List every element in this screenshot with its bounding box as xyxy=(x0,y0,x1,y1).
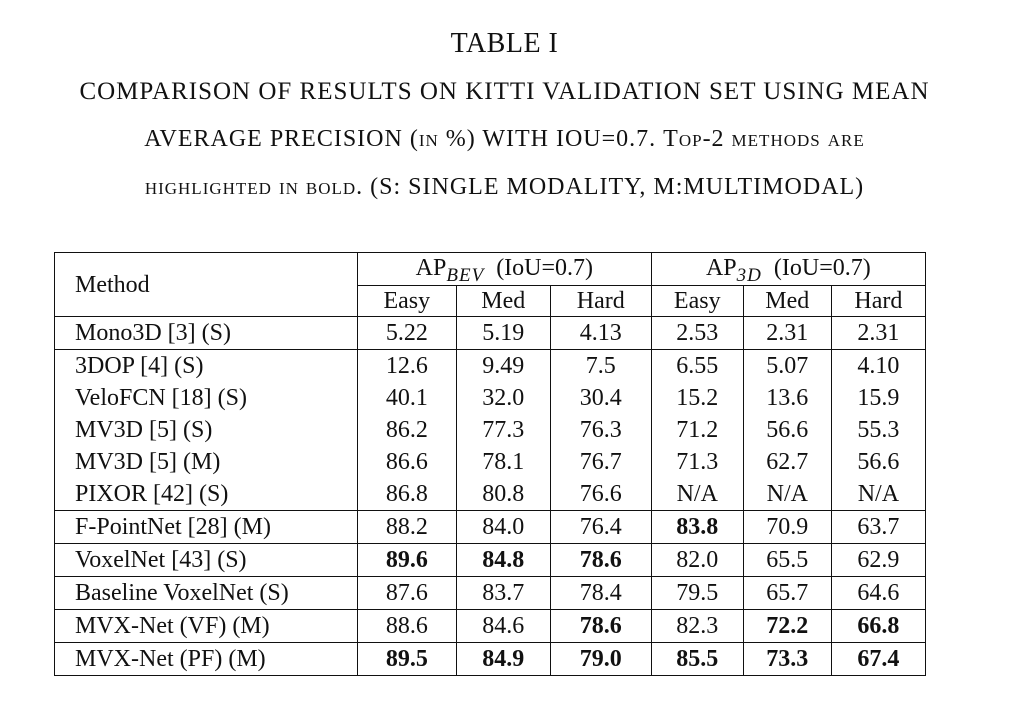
ap-bev-subscript: BEV xyxy=(446,265,485,286)
table-row xyxy=(55,643,926,676)
value-cell: 79.5 xyxy=(651,577,743,610)
col-header-3d-easy: Easy xyxy=(651,286,743,317)
ap-bev-iou: (IoU=0.7) xyxy=(496,255,594,281)
value-cell: 83.8 xyxy=(651,511,743,544)
method-cell: F-PointNet [28] (M) xyxy=(55,511,358,544)
value-cell: 12.6 xyxy=(358,350,457,383)
value-cell: N/A xyxy=(743,478,831,511)
value-cell: 32.0 xyxy=(456,382,550,414)
table-row xyxy=(55,577,926,610)
value-cell: 63.7 xyxy=(831,511,925,544)
value-cell: 84.0 xyxy=(456,511,550,544)
value-cell: 64.6 xyxy=(831,577,925,610)
method-cell: PIXOR [42] (S) xyxy=(55,478,358,511)
caption-line-2-part-c: WITH IOU=0.7. xyxy=(475,126,664,152)
method-cell: MVX-Net (PF) (M) xyxy=(55,643,358,676)
value-cell: 78.4 xyxy=(550,577,651,610)
table-row xyxy=(55,350,926,383)
value-cell: 76.7 xyxy=(550,446,651,478)
method-header: Method xyxy=(55,253,358,317)
value-cell: 84.8 xyxy=(456,544,550,577)
value-cell: 62.9 xyxy=(831,544,925,577)
value-cell: 86.6 xyxy=(358,446,457,478)
value-cell: 5.07 xyxy=(743,350,831,383)
value-cell: 89.5 xyxy=(358,643,457,676)
value-cell: 56.6 xyxy=(743,414,831,446)
value-cell: 88.2 xyxy=(358,511,457,544)
value-cell: 5.22 xyxy=(358,317,457,350)
value-cell: 76.4 xyxy=(550,511,651,544)
value-cell: 30.4 xyxy=(550,382,651,414)
value-cell: 15.9 xyxy=(831,382,925,414)
value-cell: 67.4 xyxy=(831,643,925,676)
value-cell: 80.8 xyxy=(456,478,550,511)
value-cell: 77.3 xyxy=(456,414,550,446)
method-cell: 3DOP [4] (S) xyxy=(55,350,358,383)
value-cell: 5.19 xyxy=(456,317,550,350)
value-cell: 55.3 xyxy=(831,414,925,446)
value-cell: 76.3 xyxy=(550,414,651,446)
caption-line-2-part-b: (in %) xyxy=(409,126,476,152)
table-row xyxy=(55,478,926,511)
value-cell: 87.6 xyxy=(358,577,457,610)
value-cell: 65.7 xyxy=(743,577,831,610)
table-label: TABLE I xyxy=(450,28,559,59)
table-row xyxy=(55,511,926,544)
value-cell: N/A xyxy=(651,478,743,511)
value-cell: 86.8 xyxy=(358,478,457,511)
table-row xyxy=(55,544,926,577)
method-cell: Baseline VoxelNet (S) xyxy=(55,577,358,610)
results-table xyxy=(54,252,926,676)
method-cell: VeloFCN [18] (S) xyxy=(55,382,358,414)
method-cell: Mono3D [3] (S) xyxy=(55,317,358,350)
col-header-bev-hard: Hard xyxy=(550,286,651,317)
caption-line-3-part-a: highlighted in bold. xyxy=(144,174,364,200)
ap-bev-header xyxy=(358,253,652,286)
table-row xyxy=(55,610,926,643)
caption-line-3-part-b: (S: SINGLE MODALITY, M:MULTIMODAL) xyxy=(363,174,865,200)
value-cell: 15.2 xyxy=(651,382,743,414)
caption-line-2 xyxy=(0,126,1009,153)
value-cell: 84.9 xyxy=(456,643,550,676)
col-header-3d-hard: Hard xyxy=(831,286,925,317)
value-cell: 71.3 xyxy=(651,446,743,478)
value-cell: 72.2 xyxy=(743,610,831,643)
ap-3d-prefix: AP xyxy=(705,255,737,281)
ap-3d-subscript: 3D xyxy=(736,265,762,286)
value-cell: 76.6 xyxy=(550,478,651,511)
col-header-bev-easy: Easy xyxy=(358,286,457,317)
method-cell: MVX-Net (VF) (M) xyxy=(55,610,358,643)
value-cell: 71.2 xyxy=(651,414,743,446)
value-cell: 78.1 xyxy=(456,446,550,478)
ap-3d-header xyxy=(651,253,925,286)
method-cell: MV3D [5] (M) xyxy=(55,446,358,478)
value-cell: N/A xyxy=(831,478,925,511)
value-cell: 86.2 xyxy=(358,414,457,446)
value-cell: 6.55 xyxy=(651,350,743,383)
table-body xyxy=(55,317,926,676)
value-cell: 62.7 xyxy=(743,446,831,478)
value-cell: 85.5 xyxy=(651,643,743,676)
col-header-3d-med: Med xyxy=(743,286,831,317)
value-cell: 13.6 xyxy=(743,382,831,414)
method-cell: MV3D [5] (S) xyxy=(55,414,358,446)
table-row xyxy=(55,446,926,478)
value-cell: 73.3 xyxy=(743,643,831,676)
col-header-bev-med: Med xyxy=(456,286,550,317)
value-cell: 88.6 xyxy=(358,610,457,643)
value-cell: 78.6 xyxy=(550,544,651,577)
ap-bev-prefix: AP xyxy=(415,255,447,281)
value-cell: 7.5 xyxy=(550,350,651,383)
value-cell: 78.6 xyxy=(550,610,651,643)
value-cell: 2.31 xyxy=(831,317,925,350)
caption-line-2-part-a: AVERAGE PRECISION xyxy=(144,126,410,152)
table-row xyxy=(55,317,926,350)
value-cell: 65.5 xyxy=(743,544,831,577)
value-cell: 2.53 xyxy=(651,317,743,350)
value-cell: 9.49 xyxy=(456,350,550,383)
value-cell: 84.6 xyxy=(456,610,550,643)
value-cell: 79.0 xyxy=(550,643,651,676)
caption-line-3 xyxy=(0,174,1009,201)
table-row xyxy=(55,382,926,414)
value-cell: 2.31 xyxy=(743,317,831,350)
table-row xyxy=(55,414,926,446)
value-cell: 4.10 xyxy=(831,350,925,383)
ap-3d-iou: (IoU=0.7) xyxy=(773,255,871,281)
value-cell: 82.0 xyxy=(651,544,743,577)
method-cell: VoxelNet [43] (S) xyxy=(55,544,358,577)
value-cell: 70.9 xyxy=(743,511,831,544)
caption-line-2-part-d: Top-2 methods are xyxy=(663,126,865,152)
value-cell: 83.7 xyxy=(456,577,550,610)
value-cell: 40.1 xyxy=(358,382,457,414)
value-cell: 66.8 xyxy=(831,610,925,643)
value-cell: 4.13 xyxy=(550,317,651,350)
value-cell: 89.6 xyxy=(358,544,457,577)
value-cell: 56.6 xyxy=(831,446,925,478)
caption-line-1: COMPARISON OF RESULTS ON KITTI VALIDATION SET USING MEAN xyxy=(79,78,930,105)
value-cell: 82.3 xyxy=(651,610,743,643)
